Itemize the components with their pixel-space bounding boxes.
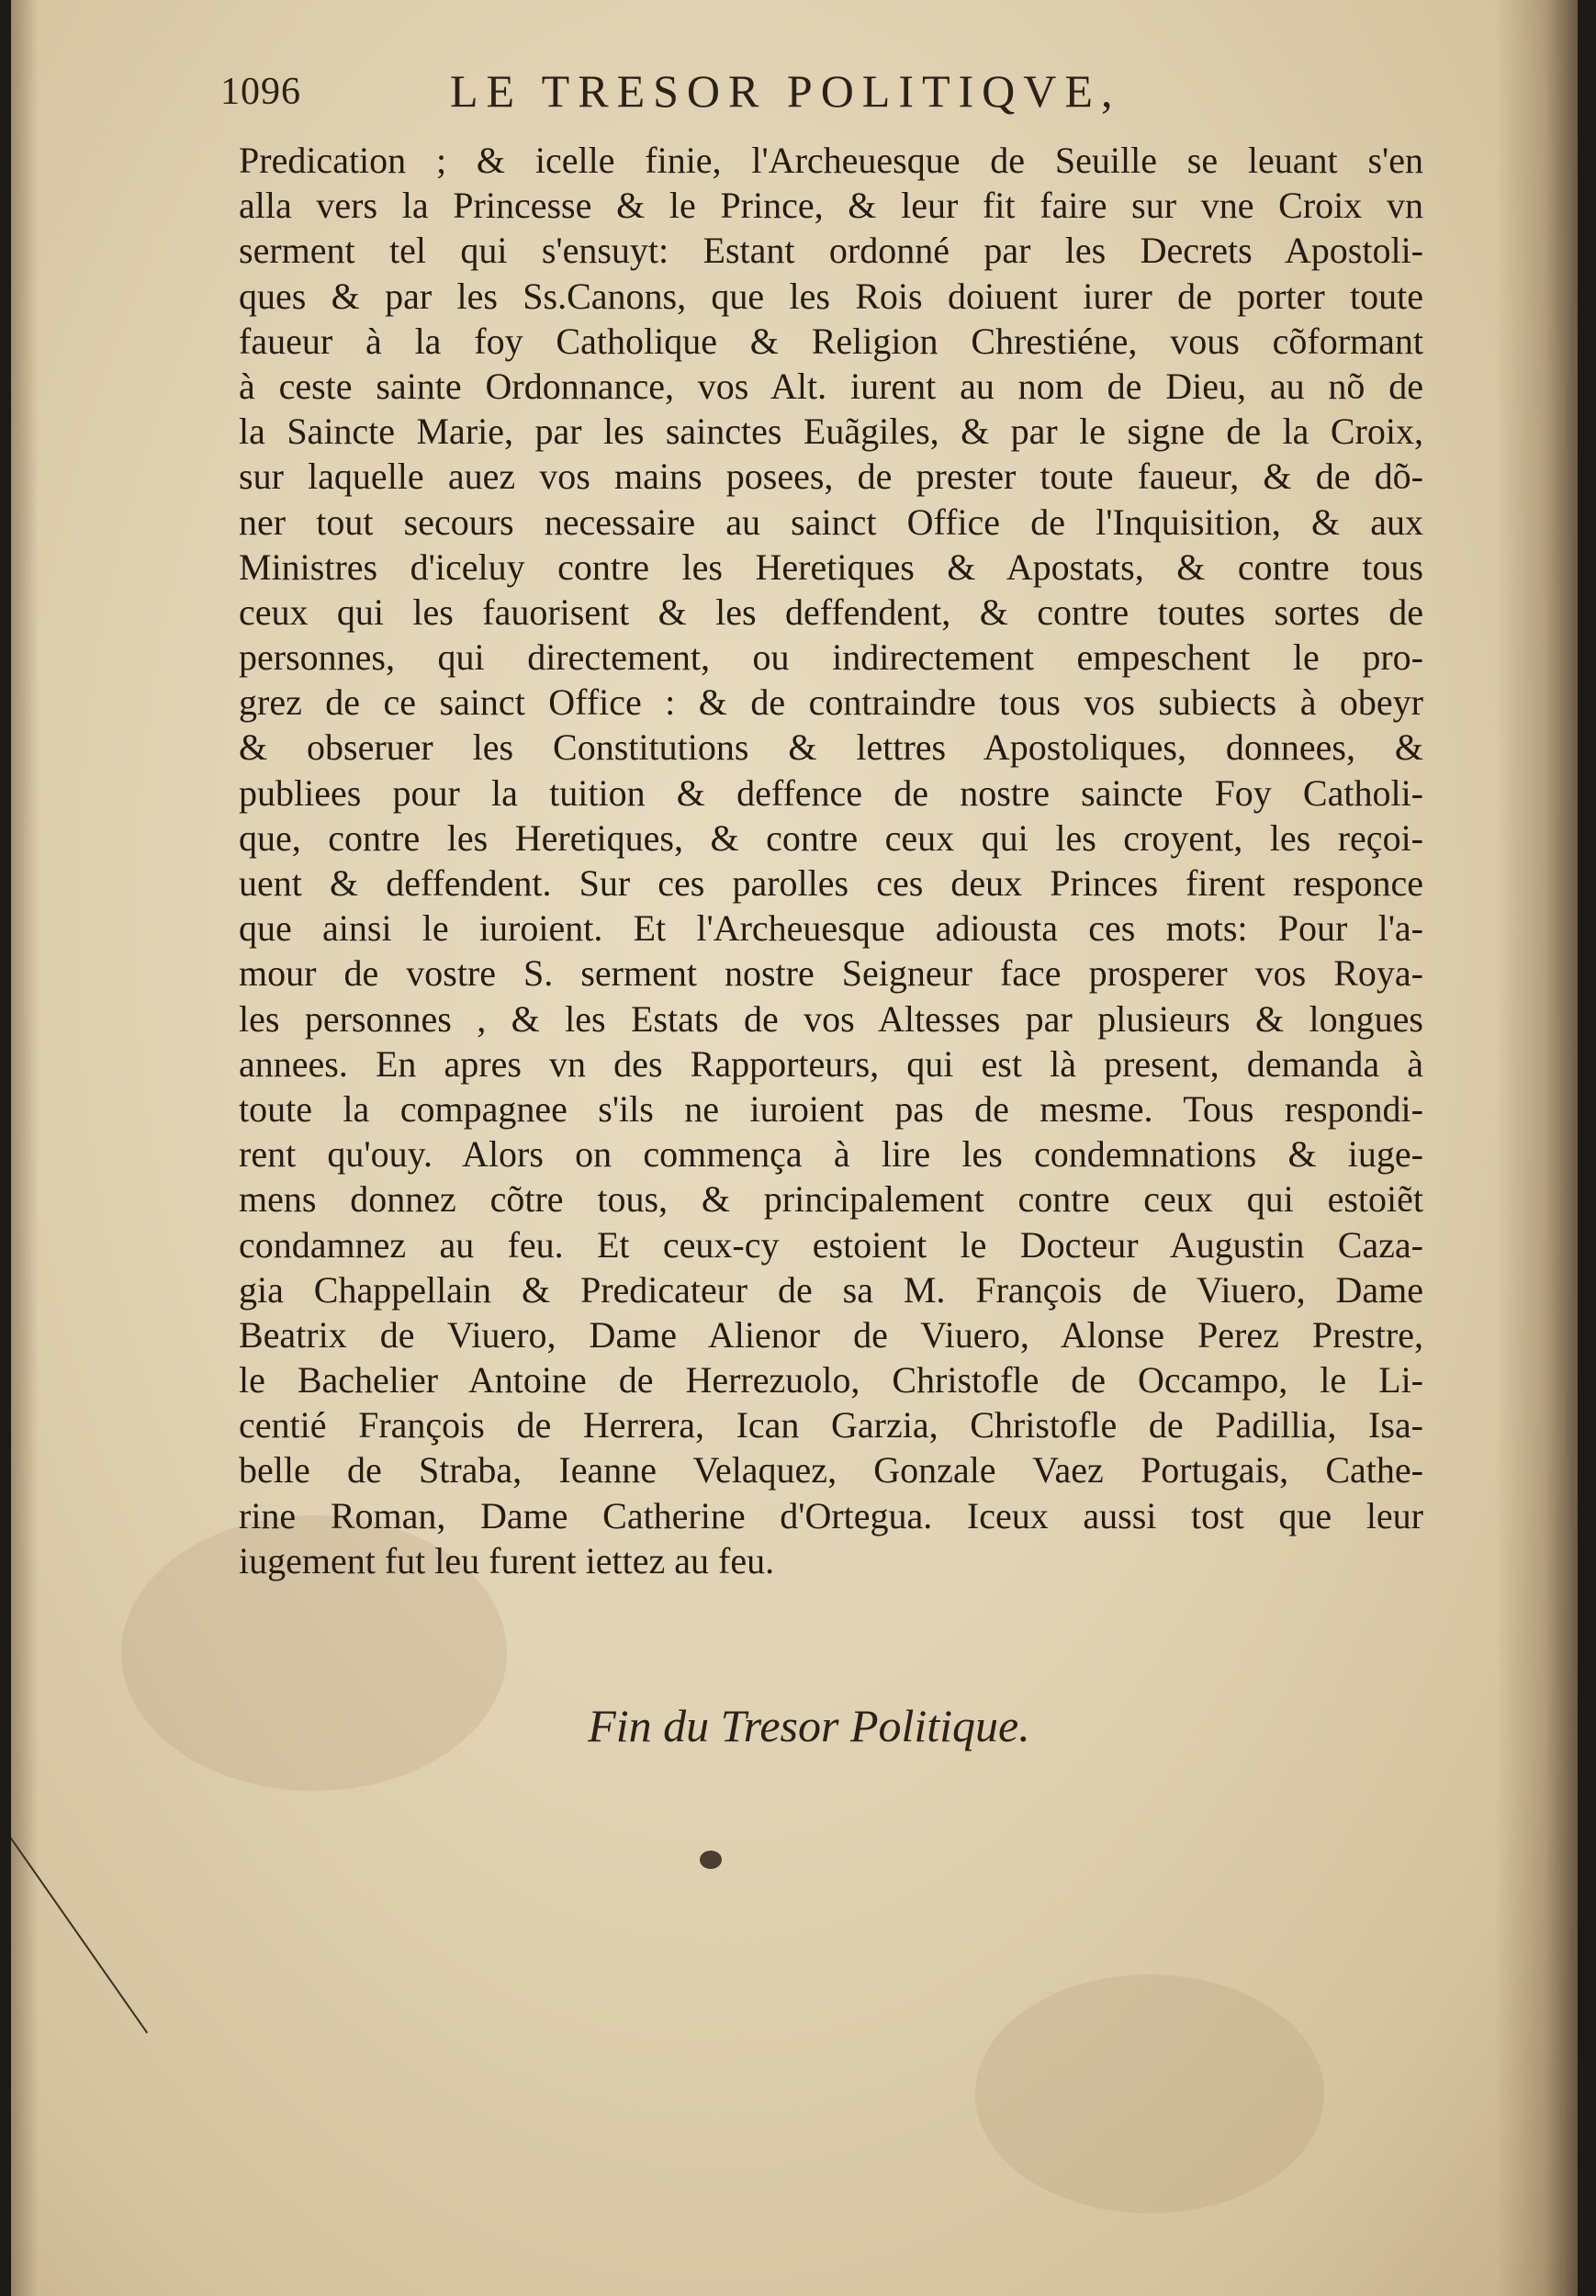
text-line: toute la compagnee s'ils ne iuroient pas de mesme. Tous respondi- xyxy=(239,1087,1423,1130)
text-line: à ceste sainte Ordonnance, vos Alt. iurent au nom de Dieu, au nõ de xyxy=(239,365,1423,407)
text-line: ner tout secours necessaire au sainct Office de l'Inquisition, & aux xyxy=(239,501,1423,543)
text-line: serment tel qui s'ensuyt: Estant ordonné par les Decrets Apostoli- xyxy=(239,230,1423,272)
text-line: annees. En apres vn des Rapporteurs, qui est là present, demanda à xyxy=(239,1042,1423,1085)
text-line: ques & par les Ss.Canons, que les Rois doiuent iurer de porter toute xyxy=(239,275,1423,317)
text-line: Beatrix de Viuero, Dame Alienor de Viuero, Alonse Perez Prestre, xyxy=(239,1313,1423,1356)
text-line: & obseruer les Constitutions & lettres Apostoliques, donnees, & xyxy=(239,726,1423,769)
text-line: publiees pour la tuition & deffence de nostre saincte Foy Catholi- xyxy=(239,771,1423,814)
paper-stain xyxy=(975,1975,1324,2213)
page-header xyxy=(220,64,1414,129)
text-line: centié François de Herrera, Ican Garzia, Christofle de Padillia, Isa- xyxy=(239,1404,1423,1446)
text-line: rent qu'ouy. Alors on commença à lire les condemnations & iuge- xyxy=(239,1133,1423,1176)
text-line: alla vers la Princesse & le Prince, & leur fit faire sur vne Croix vn xyxy=(239,185,1423,227)
text-line: uent & deffendent. Sur ces parolles ces deux Princes firent responce xyxy=(239,862,1423,904)
spine-shadow xyxy=(1495,0,1578,2296)
text-line: mens donnez cõtre tous, & principalement contre ceux qui estoiẽt xyxy=(239,1178,1423,1221)
text-line: les personnes , & les Estats de vos Altesses par plusieurs & longues xyxy=(239,997,1423,1040)
text-line: grez de ce sainct Office : & de contraindre tous vos subiects à obeyr xyxy=(239,681,1423,724)
text-line: que, contre les Heretiques, & contre ceux qui les croyent, les reçoi- xyxy=(239,816,1423,859)
text-line: le Bachelier Antoine de Herrezuolo, Christofle de Occampo, le Li- xyxy=(239,1359,1423,1401)
text-line: belle de Straba, Ieanne Velaquez, Gonzale Vaez Portugais, Cathe- xyxy=(239,1449,1423,1491)
printer-ornament-icon xyxy=(700,1851,722,1869)
book-page xyxy=(11,0,1578,2296)
text-line: mour de vostre S. serment nostre Seigneur face prosperer vos Roya- xyxy=(239,952,1423,995)
text-line: Ministres d'iceluy contre les Heretiques & Apostats, & contre tous xyxy=(239,546,1423,588)
text-line: condamnez au feu. Et ceux-cy estoient le Docteur Augustin Caza- xyxy=(239,1223,1423,1266)
text-line: rine Roman, Dame Catherine d'Ortegua. Iceux aussi tost que leur xyxy=(239,1494,1423,1536)
text-line: sur laquelle auez vos mains posees, de prester toute faueur, & de dõ- xyxy=(239,456,1423,498)
text-line: gia Chappellain & Predicateur de sa M. François de Viuero, Dame xyxy=(239,1268,1423,1311)
text-line: personnes, qui directement, ou indirectement empeschent le pro- xyxy=(239,636,1423,679)
colophon: Fin du Tresor Politique. xyxy=(588,1700,1030,1751)
text-line: ceux qui les fauorisent & les deffendent, & contre toutes sortes de xyxy=(239,591,1423,633)
running-title: LE TRESOR POLITIQVE, xyxy=(450,65,1121,117)
text-line: Predication ; & icelle finie, l'Archeuesque de Seuille se leuant s'en xyxy=(239,140,1423,181)
page-edge-shade xyxy=(11,0,39,2296)
text-line: iugement fut leu furent iettez au feu. xyxy=(239,1539,775,1581)
page-number: 1096 xyxy=(220,71,301,113)
text-line: faueur à la foy Catholique & Religion Chrestiéne, vous cõformant xyxy=(239,320,1423,362)
body-text xyxy=(239,138,1423,1583)
text-line: que ainsi le iuroient. Et l'Archeuesque adiousta ces mots: Pour l'a- xyxy=(239,907,1423,950)
text-line: la Saincte Marie, par les sainctes Euãgiles, & par le signe de la Croix, xyxy=(239,411,1423,453)
